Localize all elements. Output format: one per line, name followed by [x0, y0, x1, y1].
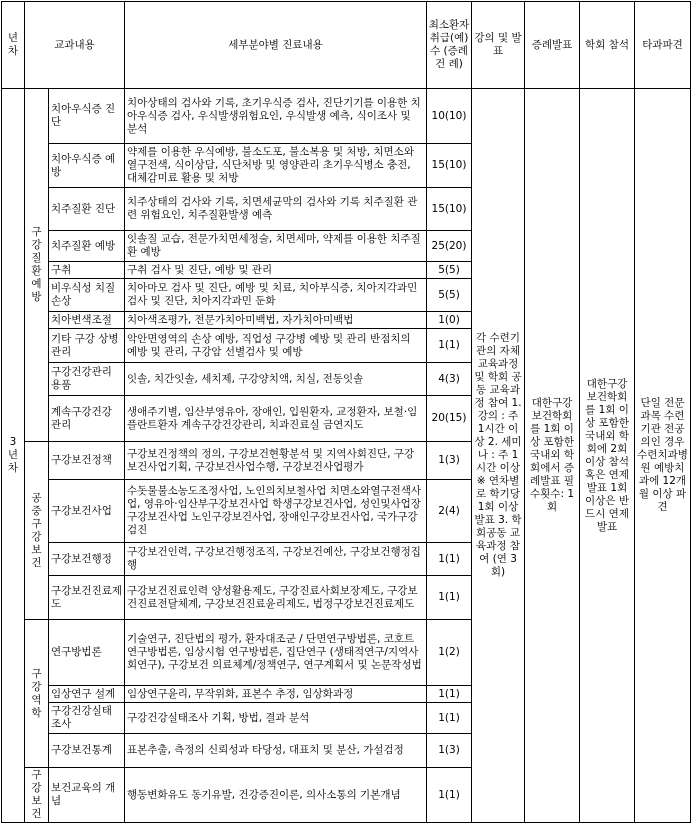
subject-cell: 치주질환 예방 [49, 231, 125, 262]
detail-cell: 약제를 이용한 우식예방, 불소도포, 불소복용 및 처방, 치면소와열구전색, 식이상담, 식단처방 및 영양관리 초기우식병소 충전, 대체감미료 활용 및 처방 [125, 144, 427, 188]
detail-cell: 잇솔, 치간잇솔, 세치제, 구강양치액, 치실, 전동잇솔 [125, 363, 427, 396]
count-cell: 5(5) [427, 279, 472, 312]
count-cell: 1(1) [427, 329, 472, 363]
count-cell: 25(20) [427, 231, 472, 262]
detail-cell: 구강보건인력, 구강보건행정조직, 구강보건예산, 구강보건행정집행 [125, 543, 427, 576]
count-cell: 1(0) [427, 312, 472, 329]
group-cell: 공중구강보건 [25, 442, 49, 620]
detail-cell: 생애주기별, 임산부영유아, 장애인, 입원환자, 교정환자, 보철·임플란트환자 계속구강건강관리, 치과진료실 금연지도 [125, 396, 427, 442]
header-detail: 세부분야별 진료내용 [125, 2, 427, 89]
subject-cell: 구취 [49, 262, 125, 279]
count-cell: 1(1) [427, 576, 472, 620]
detail-cell: 치아상태의 검사와 기록, 초기우식증 검사, 진단기기를 이용한 치아우식증 검사, 우식발생위험요인, 우식발생 예측, 식이조사 및 분석 [125, 89, 427, 144]
conference-cell: 대한구강보건학회를 1회 이상 포함한 국내외 학회에 2회 이상 참석 혹은 연제발표 1회 이상은 반드시 연제발표 [580, 89, 635, 823]
count-cell: 2(4) [427, 480, 472, 543]
subject-cell: 계속구강건강 관리 [49, 396, 125, 442]
year-cell: 3 년차 [2, 89, 25, 823]
detail-cell: 치아색조평가, 전문가치아미백법, 자가치아미백법 [125, 312, 427, 329]
count-cell: 1(1) [427, 686, 472, 703]
detail-cell: 구강보건정책의 정의, 구강보건현황분석 및 지역사회진단, 구강보건사업기획, 구강보건사업수행, 구강보건사업평가 [125, 442, 427, 480]
group-cell: 구강질환예방 [25, 89, 49, 442]
count-cell: 20(15) [427, 396, 472, 442]
subject-cell: 연구방법론 [49, 620, 125, 686]
count-cell: 10(10) [427, 89, 472, 144]
group-cell: 구강보건 [25, 768, 49, 823]
subject-cell: 구강보건정책 [49, 442, 125, 480]
subject-cell: 임상연구 설계 [49, 686, 125, 703]
header-conference: 학회 참석 [580, 2, 635, 89]
detail-cell: 행동변화유도 동기유발, 건강증진이론, 의사소통의 기본개념 [125, 768, 427, 823]
table-row [2, 89, 691, 144]
count-cell: 1(1) [427, 768, 472, 823]
header-subject: 교과내용 [25, 2, 125, 89]
dispatch-cell: 단일 전문과목 수련기관 전공의인 경우 수련치과병원 예방치과에 12개월 이상 파견 [635, 89, 691, 823]
training-curriculum-table [1, 1, 691, 823]
count-cell: 1(3) [427, 442, 472, 480]
subject-cell: 보건교육의 개념 [49, 768, 125, 823]
detail-cell: 치아마모 검사 및 진단, 예방 및 치료, 치아부식증, 치아지각과민 검사 및 진단, 치아지각과민 둔화 [125, 279, 427, 312]
count-cell: 1(1) [427, 703, 472, 734]
case-cell: 대한구강보건학회를 1회 이상 포함한 국내외 학회에서 증례발표 필수횟수: 1회 [525, 89, 580, 823]
subject-cell: 구강보건행정 [49, 543, 125, 576]
header-row [2, 2, 691, 89]
detail-cell: 구취 검사 및 진단, 예방 및 관리 [125, 262, 427, 279]
subject-cell: 기타 구강 상병관리 [49, 329, 125, 363]
subject-cell: 치아변색조절 [49, 312, 125, 329]
count-cell: 15(10) [427, 144, 472, 188]
detail-cell: 수돗물불소농도조정사업, 노인의치보철사업 치면소와열구전색사업, 영유아·임산부구강보건사업 학생구강보건사업, 성인및사업장구강보건사업 노인구강보건사업, 장애인구강보건사업, 국가구강검진 [125, 480, 427, 543]
detail-cell: 임상연구윤리, 무작위화, 표본수 추정, 임상화과정 [125, 686, 427, 703]
detail-cell: 표본추출, 측정의 신뢰성과 타당성, 대표치 및 분산, 가설검정 [125, 734, 427, 768]
header-lecture: 강의 및 발표 [472, 2, 525, 89]
subject-cell: 구강건강관리 용품 [49, 363, 125, 396]
detail-cell: 기술연구, 진단법의 평가, 환자대조군 / 단면연구방법론, 코호트 연구방법론, 임상시험 연구방법론, 집단연구 (생태적연구/지역사회연구), 구강보건 의료체계/정책연구, 연구계획서 및 논문작성법 [125, 620, 427, 686]
detail-cell: 치주상태의 검사와 기록, 치면세균막의 검사와 기록 치주질환 관련 위험요인, 치주질환발생 예측 [125, 188, 427, 231]
detail-cell: 구강건강실태조사 기획, 방법, 결과 분석 [125, 703, 427, 734]
detail-cell: 구강보건진료인력 양성활용제도, 구강진료사회보장제도, 구강보건진료전달체계, 구강보건진료윤리제도, 법정구강보건진료제도 [125, 576, 427, 620]
detail-cell: 잇솔질 교습, 전문가치면세정술, 치면세마, 약제를 이용한 치주질환 예방 [125, 231, 427, 262]
detail-cell: 악안면영역의 손상 예방, 직업성 구강병 예방 및 관리 반점치의 예방 및 관리, 구강암 선별검사 및 예방 [125, 329, 427, 363]
subject-cell: 구강보건사업 [49, 480, 125, 543]
header-dispatch: 타과파견 [635, 2, 691, 89]
subject-cell: 비우식성 치질 손상 [49, 279, 125, 312]
header-min-patients: 최소환자 취급(예)수 (증례건 례) [427, 2, 472, 89]
subject-cell: 치아우식증 예방 [49, 144, 125, 188]
subject-cell: 치아우식증 진단 [49, 89, 125, 144]
header-year: 년차 [2, 2, 25, 89]
subject-cell: 치주질환 진단 [49, 188, 125, 231]
count-cell: 15(10) [427, 188, 472, 231]
count-cell: 1(2) [427, 620, 472, 686]
lecture-cell: 각 수련기관의 자체 교육과정 및 학회 공동 교육과정 참여 1. 강의 : 주 1시간 이상 2. 세미나 : 주 1시간 이상 ※ 연차별로 학기당 1회 이상 발표 3. 학회공동 교육과정 참여 (연 3회) [472, 89, 525, 823]
group-cell: 구강역학 [25, 620, 49, 768]
subject-cell: 구강보건통계 [49, 734, 125, 768]
subject-cell: 구강보건진료제도 [49, 576, 125, 620]
count-cell: 1(1) [427, 543, 472, 576]
subject-cell: 구강건강실태 조사 [49, 703, 125, 734]
count-cell: 4(3) [427, 363, 472, 396]
header-case: 증례발표 [525, 2, 580, 89]
count-cell: 1(3) [427, 734, 472, 768]
count-cell: 5(5) [427, 262, 472, 279]
